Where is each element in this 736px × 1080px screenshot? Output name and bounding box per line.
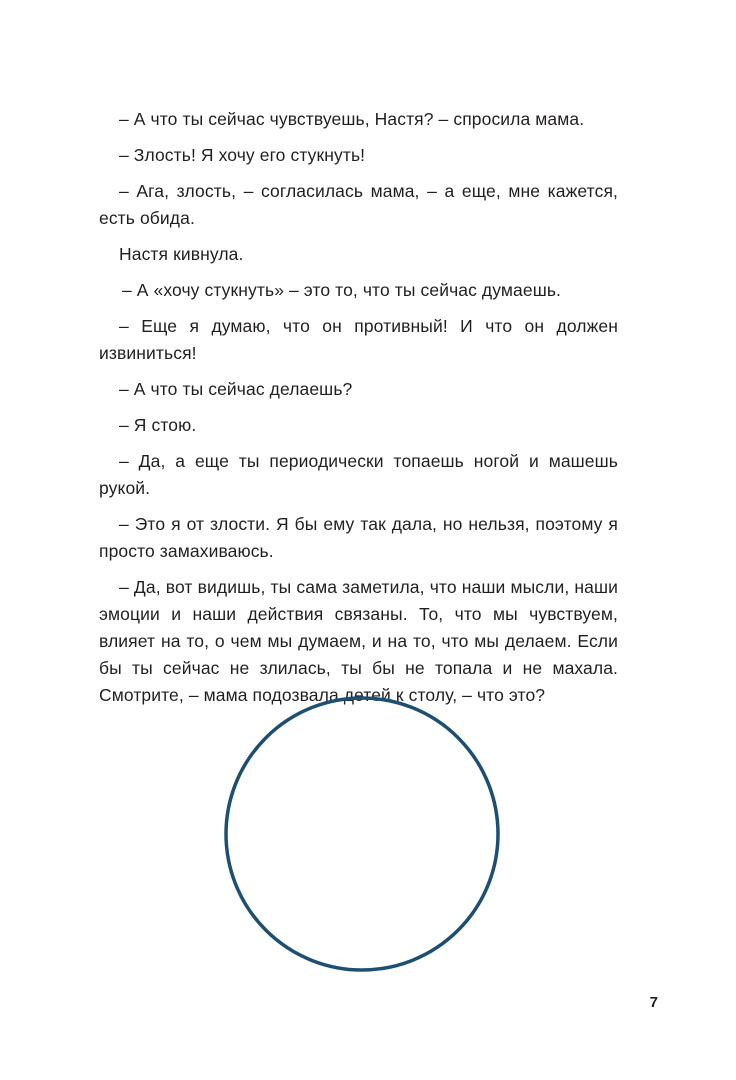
circle-illustration	[220, 692, 504, 976]
paragraph: – А что ты сейчас делаешь?	[119, 379, 353, 399]
paragraph: – Злость! Я хочу его стукнуть!	[119, 145, 366, 165]
paragraph: – Я стою.	[119, 415, 197, 435]
paragraph: – Это я от злости. Я бы ему так дала, но нельзя, поэтому я просто замахиваюсь.	[99, 514, 618, 561]
paragraph: Настя кивнула.	[119, 244, 244, 264]
paragraph: – Еще я думаю, что он противный! И что он должен извиниться!	[99, 316, 618, 363]
story-text	[99, 106, 618, 718]
paragraph: – Да, вот видишь, ты сама заметила, что наши мысли, наши эмоции и наши действия связаны. То, что мы чувствуем, влияет на то, о чем мы думаем, и на то, что мы делаем. Если бы ты сейчас не злилась, ты бы не топала и не махала. Смотрите, – мама подозвала детей к столу, – что это?	[99, 577, 618, 705]
page-number: 7	[649, 994, 658, 1011]
paragraph: – А «хочу стукнуть» – это то, что ты сейчас думаешь.	[122, 280, 562, 300]
paragraph: – Ага, злость, – согласилась мама, – а еще, мне кажется, есть обида.	[99, 181, 618, 228]
paragraph: – Да, а еще ты периодически топаешь ногой и машешь рукой.	[99, 451, 618, 498]
paragraph: – А что ты сейчас чувствуешь, Настя? – спросила мама.	[119, 109, 585, 129]
circle-drawing	[220, 692, 504, 976]
circle-outline	[226, 698, 498, 970]
